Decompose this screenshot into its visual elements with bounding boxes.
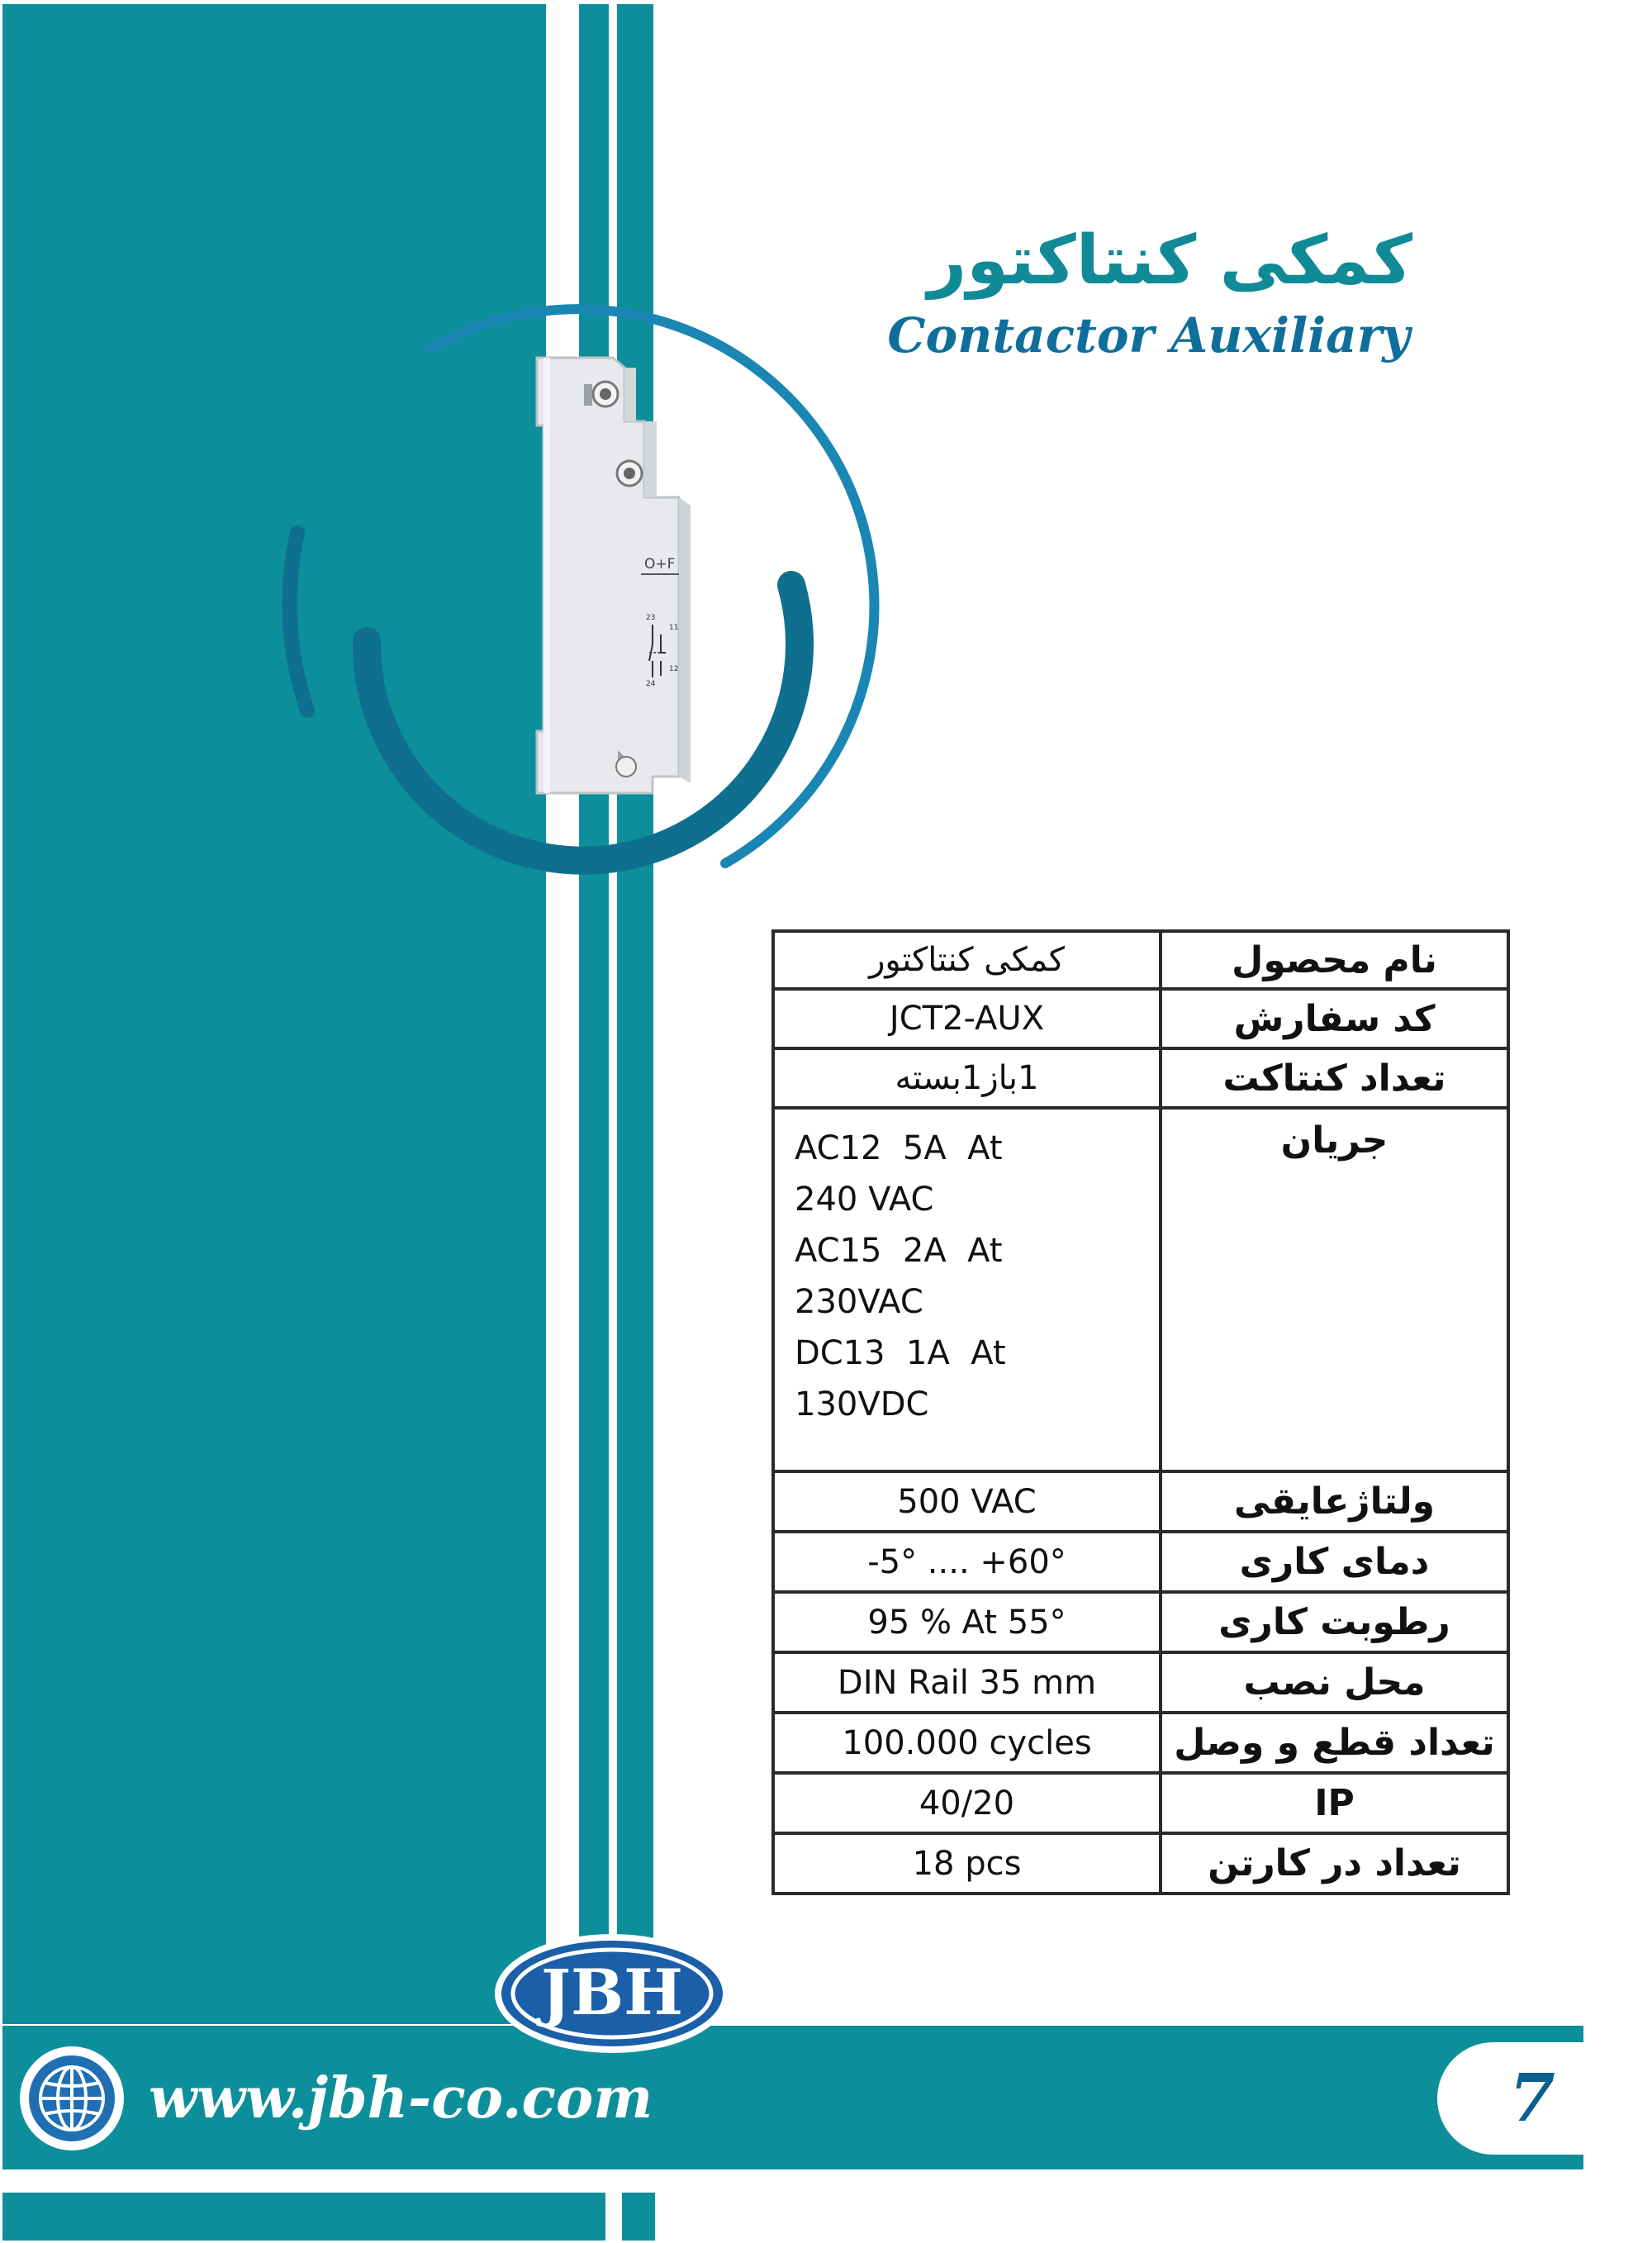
contactor-device: [537, 358, 691, 793]
insulation-voltage-label: ولتاژعایقی: [1161, 1471, 1508, 1532]
table-row: [773, 1652, 1508, 1713]
contact-count-value: 1باز1بسته: [773, 1048, 1161, 1108]
humidity-value: 95 % At 55°: [773, 1592, 1161, 1652]
terminal-23: 23: [646, 614, 656, 622]
mounting-label: محل نصب: [1161, 1652, 1508, 1713]
footer-bottom-strip-left: [2, 2193, 605, 2241]
product-illustration: [248, 297, 909, 925]
table-row: [773, 931, 1508, 989]
table-row: [773, 1592, 1508, 1652]
current-line: AC12 5A At: [795, 1129, 1003, 1167]
terminal-12: 12: [669, 665, 679, 673]
insulation-voltage-value: 500 VAC: [773, 1471, 1161, 1532]
table-row: [773, 1532, 1508, 1592]
table-row: [773, 1048, 1508, 1108]
decorative-arc-left: [290, 533, 307, 710]
current-line: 230VAC: [795, 1283, 923, 1321]
website-link[interactable]: www.jbh-co.com: [149, 2065, 653, 2131]
operating-temp-value: -5° .... +60°: [773, 1532, 1161, 1592]
current-line: DC13 1A At: [795, 1334, 1006, 1372]
ip-label: IP: [1161, 1773, 1508, 1833]
globe-icon: [18, 2045, 126, 2152]
title-english: Contactor Auxiliary: [887, 307, 1410, 364]
contact-count-label: تعداد کنتاکت: [1161, 1048, 1508, 1108]
humidity-label: رطوبت کاری: [1161, 1592, 1508, 1652]
cycles-value: 100.000 cycles: [773, 1713, 1161, 1773]
cycles-label: تعداد قطع و وصل: [1161, 1713, 1508, 1773]
page-number: 7: [1509, 2059, 1555, 2136]
mounting-value: DIN Rail 35 mm: [773, 1652, 1161, 1713]
table-row: [773, 1833, 1508, 1894]
current-values: [773, 1108, 1161, 1471]
carton-qty-label: تعداد در کارتن: [1161, 1833, 1508, 1894]
operating-temp-label: دمای کاری: [1161, 1532, 1508, 1592]
current-line: 130VDC: [795, 1385, 929, 1423]
product-name-label: نام محصول: [1161, 931, 1508, 989]
table-row: [773, 1471, 1508, 1532]
terminal-24: 24: [646, 680, 656, 688]
ip-value: 40/20: [773, 1773, 1161, 1833]
current-label: جریان: [1161, 1108, 1508, 1471]
product-name-value: کمکی کنتاکتور: [773, 931, 1161, 989]
table-row: [773, 1773, 1508, 1833]
logo-text: JBH: [540, 1955, 684, 2029]
order-code-label: کد سفارش: [1161, 989, 1508, 1048]
carton-qty-value: 18 pcs: [773, 1833, 1161, 1894]
spec-table: [771, 929, 1510, 1895]
title-persian: کمکی کنتاکتور: [927, 221, 1412, 300]
table-row: [773, 1713, 1508, 1773]
order-code-value: JCT2-AUX: [773, 989, 1161, 1048]
table-row: [773, 989, 1508, 1048]
table-row: [773, 1108, 1508, 1471]
device-label: O+F: [644, 556, 676, 573]
current-line: 240 VAC: [795, 1181, 934, 1219]
terminal-11: 11: [669, 624, 679, 632]
current-line: AC15 2A At: [795, 1232, 1003, 1270]
jbh-logo: [492, 1932, 732, 2055]
footer-bottom-strip-right: [622, 2193, 655, 2241]
